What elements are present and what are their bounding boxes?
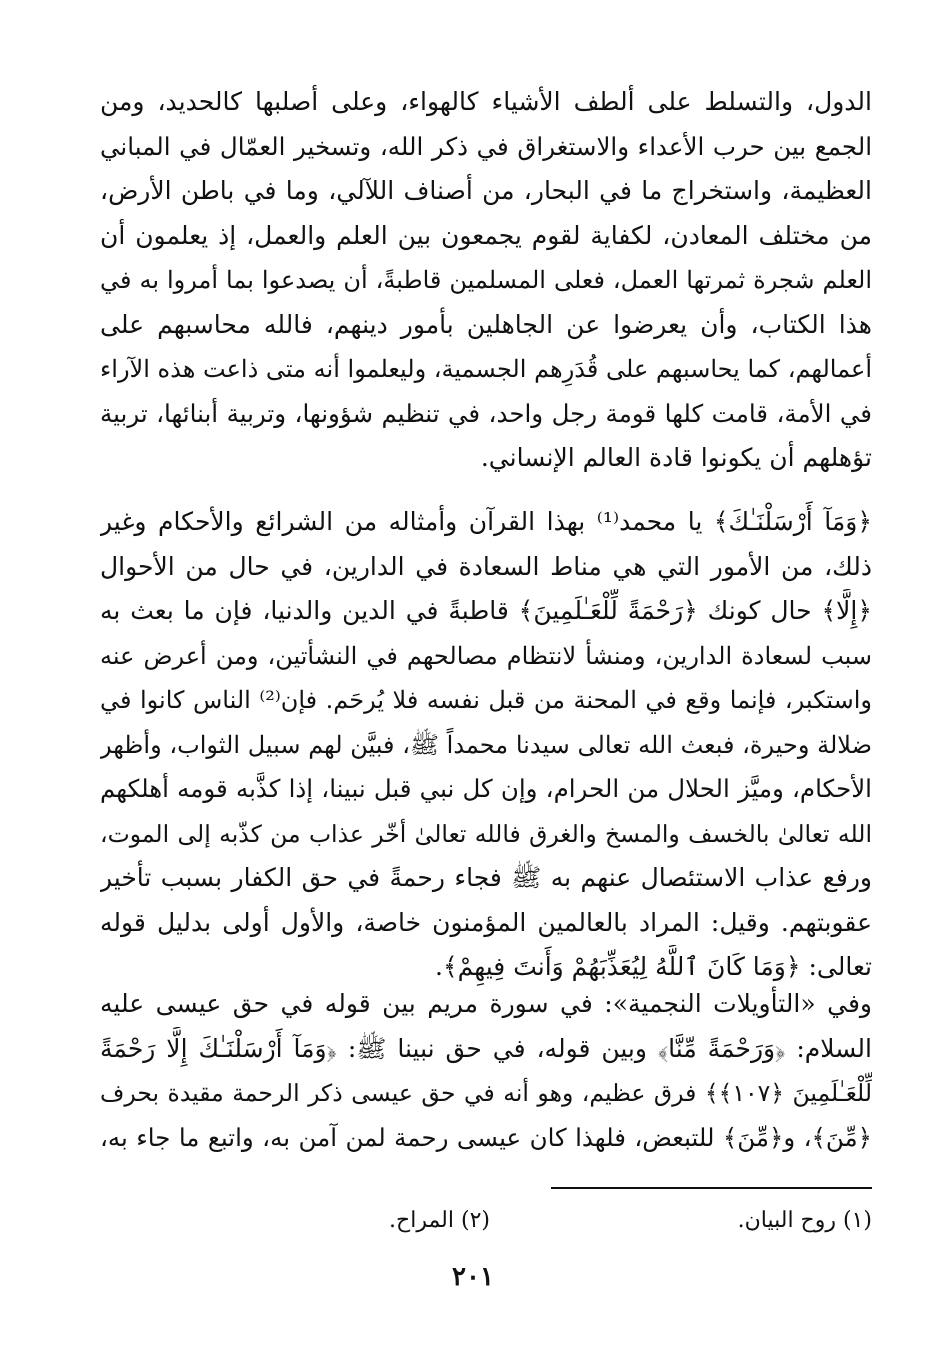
text-line: السلام: ﴿وَرَحْمَةً مِّنَّا﴾ وبين قوله، في حق نبينا ﷺ: ﴿وَمَآ أَرْسَلْنَـٰكَ إِلَّا رَحْمَةً [100,1033,872,1063]
page-number: ٢٠١ [452,1262,494,1292]
text-line: لِّلْعَـٰلَمِينَ ﴿١٠٧﴾﴾ فرق عظيم، وهو أنه في حق عيسى ذكر الرحمة مقيدة بحرف [100,1079,872,1107]
text-line: ﴿إِلَّا﴾ حال كونك ﴿رَحْمَةً لِّلْعَـٰلَمِينَ﴾ قاطبةً في الدين والدنيا، فإن ما بعث به [100,596,872,625]
text-line: ضلالة وحيرة، فبعث الله تعالى سيدنا محمداً ﷺ، فبيَّن لهم سبيل الثواب، وأظهر [100,730,872,759]
paragraph-3 [100,982,872,1160]
text-line: ﴿مِّنَ﴾، و﴿مِّنَ﴾ للتبعض، فلهذا كان عيسى رحمة لمن آمن به، واتبع ما جاء به، [100,1122,872,1152]
text-line: أعمالهم، كما يحاسبهم على قُدَرِهم الجسمية، وليعلموا أنه متى ذاعت هذه الآراء [100,355,872,383]
text-line: الله تعالىٰ بالخسف والمسخ والغرق فالله تعالىٰ أخّر عذاب من كذّبه إلى الموت، [100,819,872,848]
footnote-2: (٢) المراح. [389,1208,490,1233]
text-line: تعالى: ﴿وَمَا كَانَ ٱللَّهُ لِيُعَذِّبَهُمْ وَأَنتَ فِيهِمْ﴾. [435,952,872,981]
text-line: الأحكام، وميَّز الحلال من الحرام، وإن كل نبي قبل نبينا، إذا كذَّبه قومه أهلكهم [100,774,872,803]
paragraph-2 [100,500,872,990]
text-line: العلم شجرة ثمرتها العمل، فعلى المسلمين قاطبةً، أن يصدعوا بما أمروا به في [100,266,872,294]
text-line: واستكبر، فإنما وقع في المحنة من قبل نفسه فلا يُرحَم. فإن⁽²⁾ الناس كانوا في [100,686,872,714]
text-line: الجمع بين حرب الأعداء والاستغراق في ذكر الله، وتسخير العمّال في المباني [100,131,872,161]
footnote-divider [551,1187,872,1189]
text-line: ذلك، من الأمور التي هي مناط السعادة في الدارين، في حال من الأحوال [100,551,872,581]
footnotes [100,1203,872,1239]
text-line: في الأمة، قامت كلها قومة رجل واحد، في تنظيم شؤونها، وتربية أبنائها، تربية [100,398,872,428]
paragraph-1 [100,80,872,481]
text-line: ورفع عذاب الاستئصال عنهم به ﷺ فجاء رحمةً في حق الكفار بسبب تأخير [100,863,872,892]
text-line: تؤهلهم أن يكونوا قادة العالم الإنساني. [480,443,872,472]
text-line: عقوبتهم. وقيل: المراد بالعالمين المؤمنون خاصة، والأول أولى بدليل قوله [100,907,872,937]
text-line: وفي «التأويلات النجمية»: في سورة مريم بين قوله في حق عيسى عليه [100,989,872,1018]
text-line: العظيمة، واستخراج ما في البحار، من أصناف اللآلي، وما في باطن الأرض، [100,176,872,205]
footnote-1: (١) روح البيان. [737,1208,872,1233]
text-line: هذا الكتاب، وأن يعرضوا عن الجاهلين بأمور دينهم، فالله محاسبهم على [100,309,872,339]
text-line: من مختلف المعادن، لكفاية لقوم يجمعون بين العلم والعمل، إذ يعلمون أن [100,220,872,250]
text-line: سبب لسعادة الدارين، ومنشأ لانتظام مصالحهم في النشأتين، ومن أعرض عنه [100,641,872,670]
text-line: ﴿وَمَآ أَرْسَلْنَـٰكَ﴾ يا محمد⁽¹⁾ بهذا القرآن وأمثاله من الشرائع والأحكام وغير [100,507,872,536]
text-line: الدول، والتسلط على ألطف الأشياء كالهواء، وعلى أصلبها كالحديد، ومن [100,87,872,116]
